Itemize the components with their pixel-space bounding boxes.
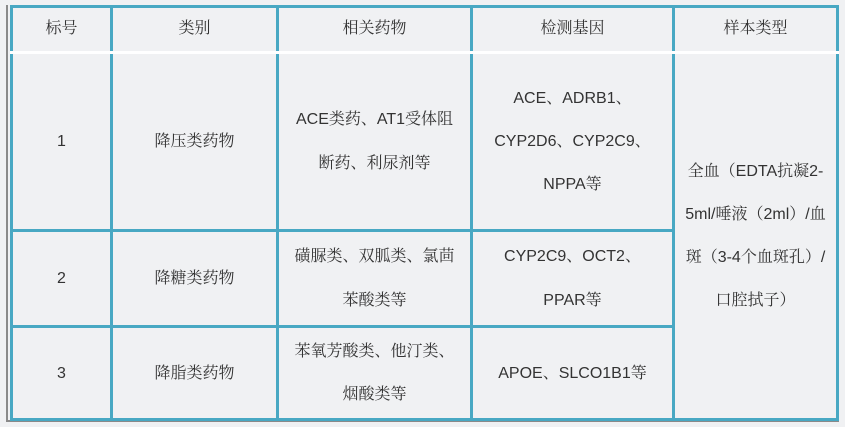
header-cell-genes: 检测基因 [472,7,674,53]
drugs-cell: 磺脲类、双胍类、氯茴苯酸类等 [278,231,472,327]
header-row [12,7,838,53]
drug-gene-test-table [10,5,839,421]
table-row-antihypertensive [12,53,838,231]
sample-type-cell: 全血（EDTA抗凝2-5ml/唾液（2ml）/血斑（3-4个血斑孔）/口腔拭子） [674,53,838,420]
header-cell-number: 标号 [12,7,112,53]
genes-cell: APOE、SLCO1B1等 [472,327,674,420]
category-cell: 降脂类药物 [112,327,278,420]
table-frame [6,5,839,422]
number-cell: 2 [12,231,112,327]
drugs-cell: 苯氧芳酸类、他汀类、烟酸类等 [278,327,472,420]
header-cell-sample-type: 样本类型 [674,7,838,53]
header-cell-drugs: 相关药物 [278,7,472,53]
number-cell: 3 [12,327,112,420]
genes-cell: CYP2C9、OCT2、PPAR等 [472,231,674,327]
category-cell: 降糖类药物 [112,231,278,327]
category-cell: 降压类药物 [112,53,278,231]
header-cell-category: 类别 [112,7,278,53]
drugs-cell: ACE类药、AT1受体阻断药、利尿剂等 [278,53,472,231]
genes-cell: ACE、ADRB1、CYP2D6、CYP2C9、NPPA等 [472,53,674,231]
number-cell: 1 [12,53,112,231]
